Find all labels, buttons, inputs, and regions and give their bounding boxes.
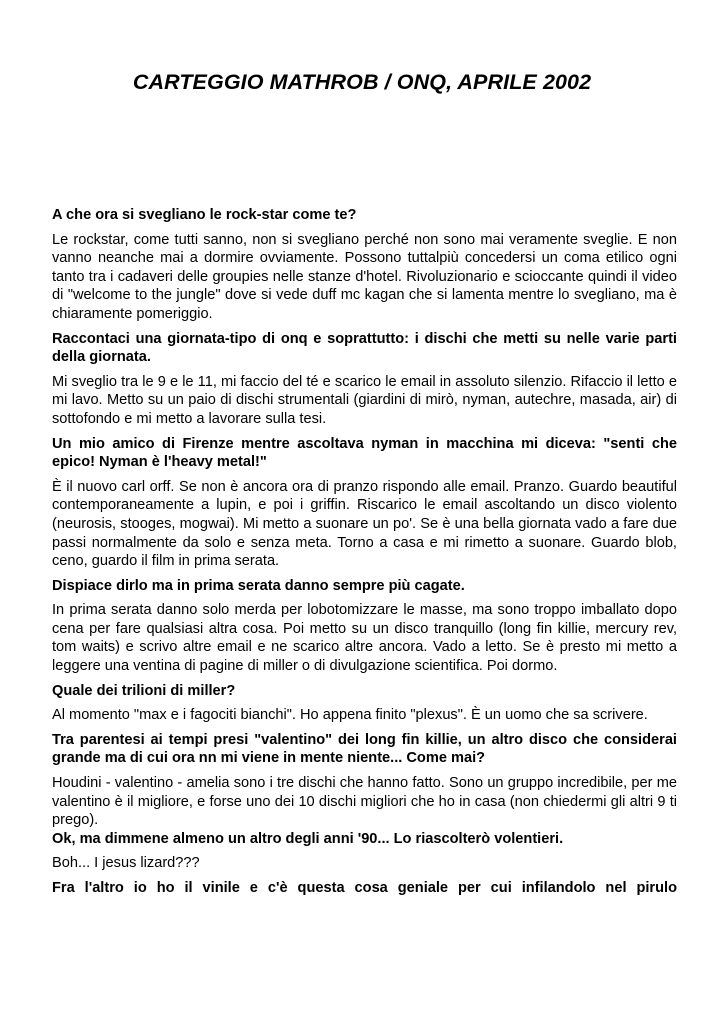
answer-3: È il nuovo carl orff. Se non è ancora ora di pranzo rispondo alle email. Pranzo. Guardo beautiful contemporaneamente a lupin, e poi i griffin. Riscarico le email ascoltando un disco violento (neurosis, stooges, mogwai). Mi metto a suonare un po'. Se è una bella giornata vado a fare due passi normalmente da solo e senza meta. Torno a casa e mi rimetto a suonare. Guardo blob, ceno, guardo il film in prima serata.: [52, 478, 677, 570]
answer-2: Mi sveglio tra le 9 e le 11, mi faccio del té e scarico le email in assoluto silenzio. Rifaccio il letto e mi lavo. Metto su un paio di dischi strumentali (giardini di mirò, nyman, autechre, masada, air) di sottofondo e mi metto a lavorare sulla tesi.: [52, 373, 677, 427]
answer-7: Boh... I jesus lizard???: [52, 855, 200, 872]
answer-5: Al momento "max e i fagociti bianchi". Ho appena finito "plexus". È un uomo che sa scrivere.: [52, 707, 648, 724]
question-4: Dispiace dirlo ma in prima serata danno sempre più cagate.: [52, 577, 465, 594]
question-1: A che ora si svegliano le rock-star come te?: [52, 207, 357, 223]
document-title: CARTEGGIO MATHROB / ONQ, APRILE 2002: [132, 70, 592, 94]
interview-body: [52, 206, 677, 904]
question-5: Quale dei trilioni di miller?: [52, 682, 236, 699]
question-2: Raccontaci una giornata-tipo di onq e soprattutto: i dischi che metti su nelle varie parti della giornata.: [52, 330, 677, 366]
answer-4: In prima serata danno solo merda per lobotomizzare le masse, ma sono troppo imballato dopo cena per fare qualsiasi altra cosa. Poi metto su un disco tranquillo (long fin killie, mercury rev, tom waits) e scrivo altre email e ne scarico altre ancora. Vado a letto. Se è presto mi metto a leggere una ventina di pagine di miller o di divulgazione scientifica. Poi dormo.: [52, 602, 677, 675]
question-7: Ok, ma dimmene almeno un altro degli anni '90... Lo riascolterò volentieri.: [52, 830, 564, 847]
answer-1: Le rockstar, come tutti sanno, non si svegliano perché non sono mai veramente sveglie. E non vanno neanche mai a dormire ovviamente. Possono tuttalpiù concedersi un coma etilico ogni tanto tra i cadaveri delle groupies nelle stanze d'hotel. Rivoluzionario e scioccante quindi il video di "welcome to the jungle" dove si vede duff mc kagan che si lamenta mentre lo svegliano, ma è chiaramente pomeriggio.: [52, 231, 677, 322]
answer-6: Houdini - valentino - amelia sono i tre dischi che hanno fatto. Sono un gruppo incredibile, per me valentino è il migliore, e forse uno dei 10 dischi migliori che ho in casa (non chiedermi gli altri 9 ti prego).: [52, 775, 677, 829]
question-8: Fra l'altro io ho il vinile e c'è questa cosa geniale per cui infilandolo nel pirulo: [52, 880, 677, 896]
question-6: Tra parentesi ai tempi presi "valentino" dei long fin killie, un altro disco che considerai grande ma di cui ora nn mi viene in mente niente... Come mai?: [52, 731, 677, 767]
question-3: Un mio amico di Firenze mentre ascoltava nyman in macchina mi diceva: "senti che epico! Nyman è l'heavy metal!": [52, 435, 677, 471]
